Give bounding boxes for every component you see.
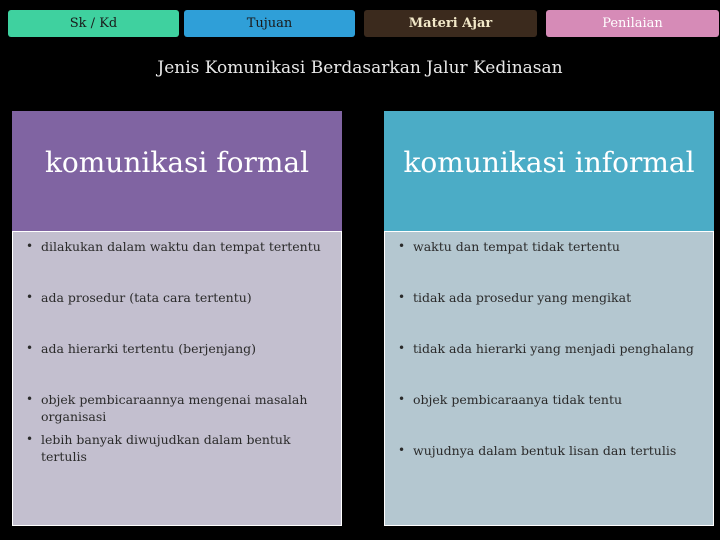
list-item-text: objek pembicaraannya mengenai masalah organisasi [41, 392, 308, 424]
informal-list [397, 238, 703, 459]
list-item [25, 431, 331, 465]
list-item [25, 391, 331, 425]
list-item [397, 289, 703, 306]
list-item-text: lebih banyak diwujudkan dalam bentuk tertulis [41, 432, 291, 464]
nav-button-materi-ajar[interactable] [364, 10, 537, 37]
informal-header: komunikasi informal [384, 111, 714, 231]
slide-title: Jenis Komunikasi Berdasarkan Jalur Kedinasan [157, 58, 563, 78]
formal-body [12, 231, 342, 526]
bullet-icon: • [26, 341, 34, 355]
bullet-icon: • [398, 290, 406, 304]
list-item-text: wujudnya dalam bentuk lisan dan tertulis [413, 443, 677, 458]
formal-header: komunikasi formal [12, 111, 342, 231]
bullet-icon: • [26, 392, 34, 406]
nav-label-materi-ajar: Materi Ajar [408, 16, 493, 31]
list-item-text: waktu dan tempat tidak tertentu [413, 239, 620, 254]
formal-column [12, 111, 342, 526]
informal-column [384, 111, 714, 526]
nav-label-penilaian: Penilaian [602, 16, 663, 31]
nav-label-sk-kd: Sk / Kd [69, 16, 118, 31]
bullet-icon: • [26, 432, 34, 446]
list-item-text: ada prosedur (tata cara tertentu) [41, 290, 252, 305]
bullet-icon: • [26, 239, 34, 253]
bullet-icon: • [398, 341, 406, 355]
list-item [397, 238, 703, 255]
list-item [397, 340, 703, 357]
formal-list [25, 238, 331, 465]
list-item-text: dilakukan dalam waktu dan tempat tertentu [41, 239, 321, 254]
list-item-text: objek pembicaraanya tidak tentu [413, 392, 623, 407]
list-item [397, 391, 703, 408]
list-item [25, 340, 331, 357]
list-item-text: tidak ada hierarki yang menjadi penghalang [413, 341, 694, 356]
bullet-icon: • [398, 443, 406, 457]
nav-button-tujuan[interactable] [184, 10, 355, 37]
list-item-text: ada hierarki tertentu (berjenjang) [41, 341, 257, 356]
bullet-icon: • [26, 290, 34, 304]
list-item [25, 238, 331, 255]
list-item [397, 442, 703, 459]
bullet-icon: • [398, 239, 406, 253]
bullet-icon: • [398, 392, 406, 406]
nav-button-sk-kd[interactable] [8, 10, 179, 37]
nav-label-tujuan: Tujuan [246, 16, 293, 31]
nav-button-penilaian[interactable] [546, 10, 719, 37]
list-item-text: tidak ada prosedur yang mengikat [413, 290, 632, 305]
list-item [25, 289, 331, 306]
informal-body [384, 231, 714, 526]
